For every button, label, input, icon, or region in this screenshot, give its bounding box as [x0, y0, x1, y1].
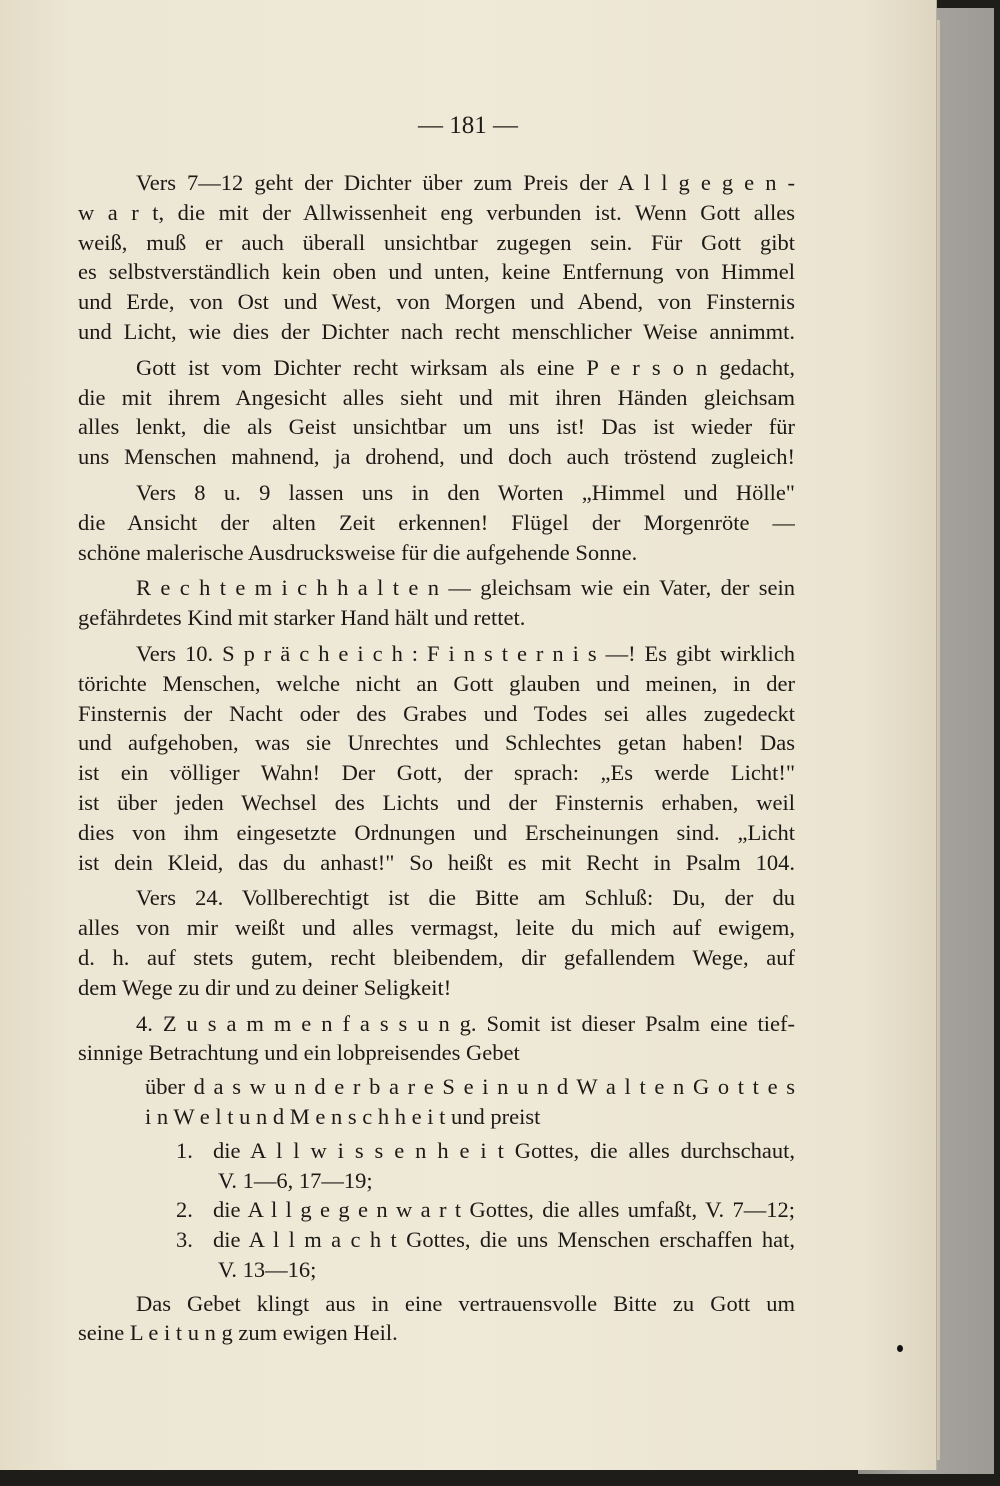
paragraph — [78, 1009, 795, 1069]
text-line: ist ein völliger Wahn! Der Gott, der sprach: „Es werde Licht!" — [78, 760, 795, 786]
text-line: seine L e i t u n g zum ewigen Heil. — [78, 1320, 398, 1346]
text-line: über d a s w u n d e r b a r e S e i n u n d W a l t e n G o t t e s — [145, 1074, 795, 1100]
paragraph — [78, 168, 795, 347]
text-line: uns Menschen mahnend, ja drohend, und doch auch tröstend zugleich! — [78, 444, 795, 470]
list-item-text: die A l l g e g e n w a r t Gottes, die alles umfaßt, V. 7—12; — [213, 1197, 795, 1223]
text-line: d. h. auf stets gutem, recht bleibendem, dir gefallendem Wege, auf — [78, 944, 795, 970]
text-line: Vers 10. S p r ä c h e i c h : F i n s t e r n i s —! Es gibt wirklich — [136, 640, 795, 666]
text-line: die Ansicht der alten Zeit erkennen! Flügel der Morgenröte — — [78, 509, 795, 535]
text-line: Das Gebet klingt aus in eine vertrauensvolle Bitte zu Gott um — [136, 1290, 795, 1316]
page-text — [78, 168, 795, 1348]
text-line: törichte Menschen, welche nicht an Gott glauben und meinen, in der — [78, 670, 795, 696]
text-line: Vers 8 u. 9 lassen uns in den Worten „Himmel und Hölle" — [136, 479, 795, 505]
text-line: Vers 7—12 geht der Dichter über zum Preis der A l l g e g e n - — [136, 170, 795, 195]
paragraph — [78, 639, 795, 877]
text-line: alles von mir weißt und alles vermagst, leite du mich auf ewigem, — [78, 915, 795, 941]
text-line: alles lenkt, die als Geist unsichtbar um uns ist! Das ist wieder für — [78, 414, 795, 440]
text-line: weiß, muß er auch überall unsichtbar zugegen sein. Für Gott gibt — [78, 229, 795, 255]
text-line: 4. Z u s a m m e n f a s s u n g. Somit ist dieser Psalm eine tief- — [136, 1010, 795, 1036]
list-item — [78, 1136, 795, 1196]
text-line: ist über jeden Wechsel des Lichts und der Finsternis erhaben, weil — [78, 789, 795, 815]
list-number: 2. — [176, 1197, 193, 1223]
list-item — [78, 1195, 795, 1225]
text-line: i n W e l t u n d M e n s c h h e i t und preist — [145, 1103, 541, 1129]
text-line: ist dein Kleid, das du anhast!" So heißt es mit Recht in Psalm 104. — [78, 849, 795, 875]
list-number: 3. — [176, 1227, 193, 1253]
list-item-text: die A l l m a c h t Gottes, die uns Menschen erschaffen hat, — [213, 1227, 795, 1253]
text-line: die mit ihrem Angesicht alles sieht und mit ihren Händen gleichsam — [78, 384, 795, 410]
text-line: dem Wege zu dir und zu deiner Seligkeit! — [78, 974, 452, 1000]
text-line: dies von ihm eingesetzte Ordnungen und Erscheinungen sind. „Licht — [78, 819, 795, 845]
ink-speck — [897, 1345, 903, 1352]
paragraph — [78, 573, 795, 633]
text-line: sinnige Betrachtung und ein lobpreisendes Gebet — [78, 1040, 520, 1066]
list-item-continuation: V. 1—6, 17—19; — [218, 1167, 373, 1193]
list-number: 1. — [176, 1137, 193, 1163]
text-line: und Erde, von Ost und West, von Morgen und Abend, von Finsternis — [78, 289, 795, 315]
text-line: schöne malerische Ausdrucksweise für die aufgehende Sonne. — [78, 539, 638, 565]
numbered-list — [78, 1136, 795, 1285]
list-item-text: die A l l w i s s e n h e i t Gottes, die alles durchschaut, — [213, 1137, 795, 1163]
text-line: es selbstverständlich kein oben und unten, keine Entfernung von Himmel — [78, 259, 795, 285]
paragraph — [78, 883, 795, 1002]
text-line: Gott ist vom Dichter recht wirksam als eine P e r s o n gedacht, — [136, 354, 795, 380]
list-item — [78, 1225, 795, 1285]
paragraph — [78, 353, 795, 472]
text-line: R e c h t e m i c h h a l t e n — gleichsam wie ein Vater, der sein — [136, 575, 795, 601]
text-line: und aufgehoben, was sie Unrechtes und Schlechtes getan haben! Das — [78, 730, 795, 756]
page-number: — 181 — — [418, 112, 518, 139]
text-line: Vers 24. Vollberechtigt ist die Bitte am Schluß: Du, der du — [136, 885, 795, 911]
summary-block — [78, 1072, 795, 1132]
list-item-continuation: V. 13—16; — [218, 1256, 317, 1282]
text-line: gefährdetes Kind mit starker Hand hält und rettet. — [78, 605, 526, 631]
paragraph — [78, 478, 795, 567]
text-line: w a r t, die mit der Allwissenheit eng verbunden ist. Wenn Gott alles — [78, 199, 795, 225]
closing-paragraph — [78, 1289, 795, 1349]
text-line: Finsternis der Nacht oder des Grabes und Todes sei alles zugedeckt — [78, 700, 795, 726]
text-line: und Licht, wie dies der Dichter nach recht menschlicher Weise annimmt. — [78, 318, 795, 344]
